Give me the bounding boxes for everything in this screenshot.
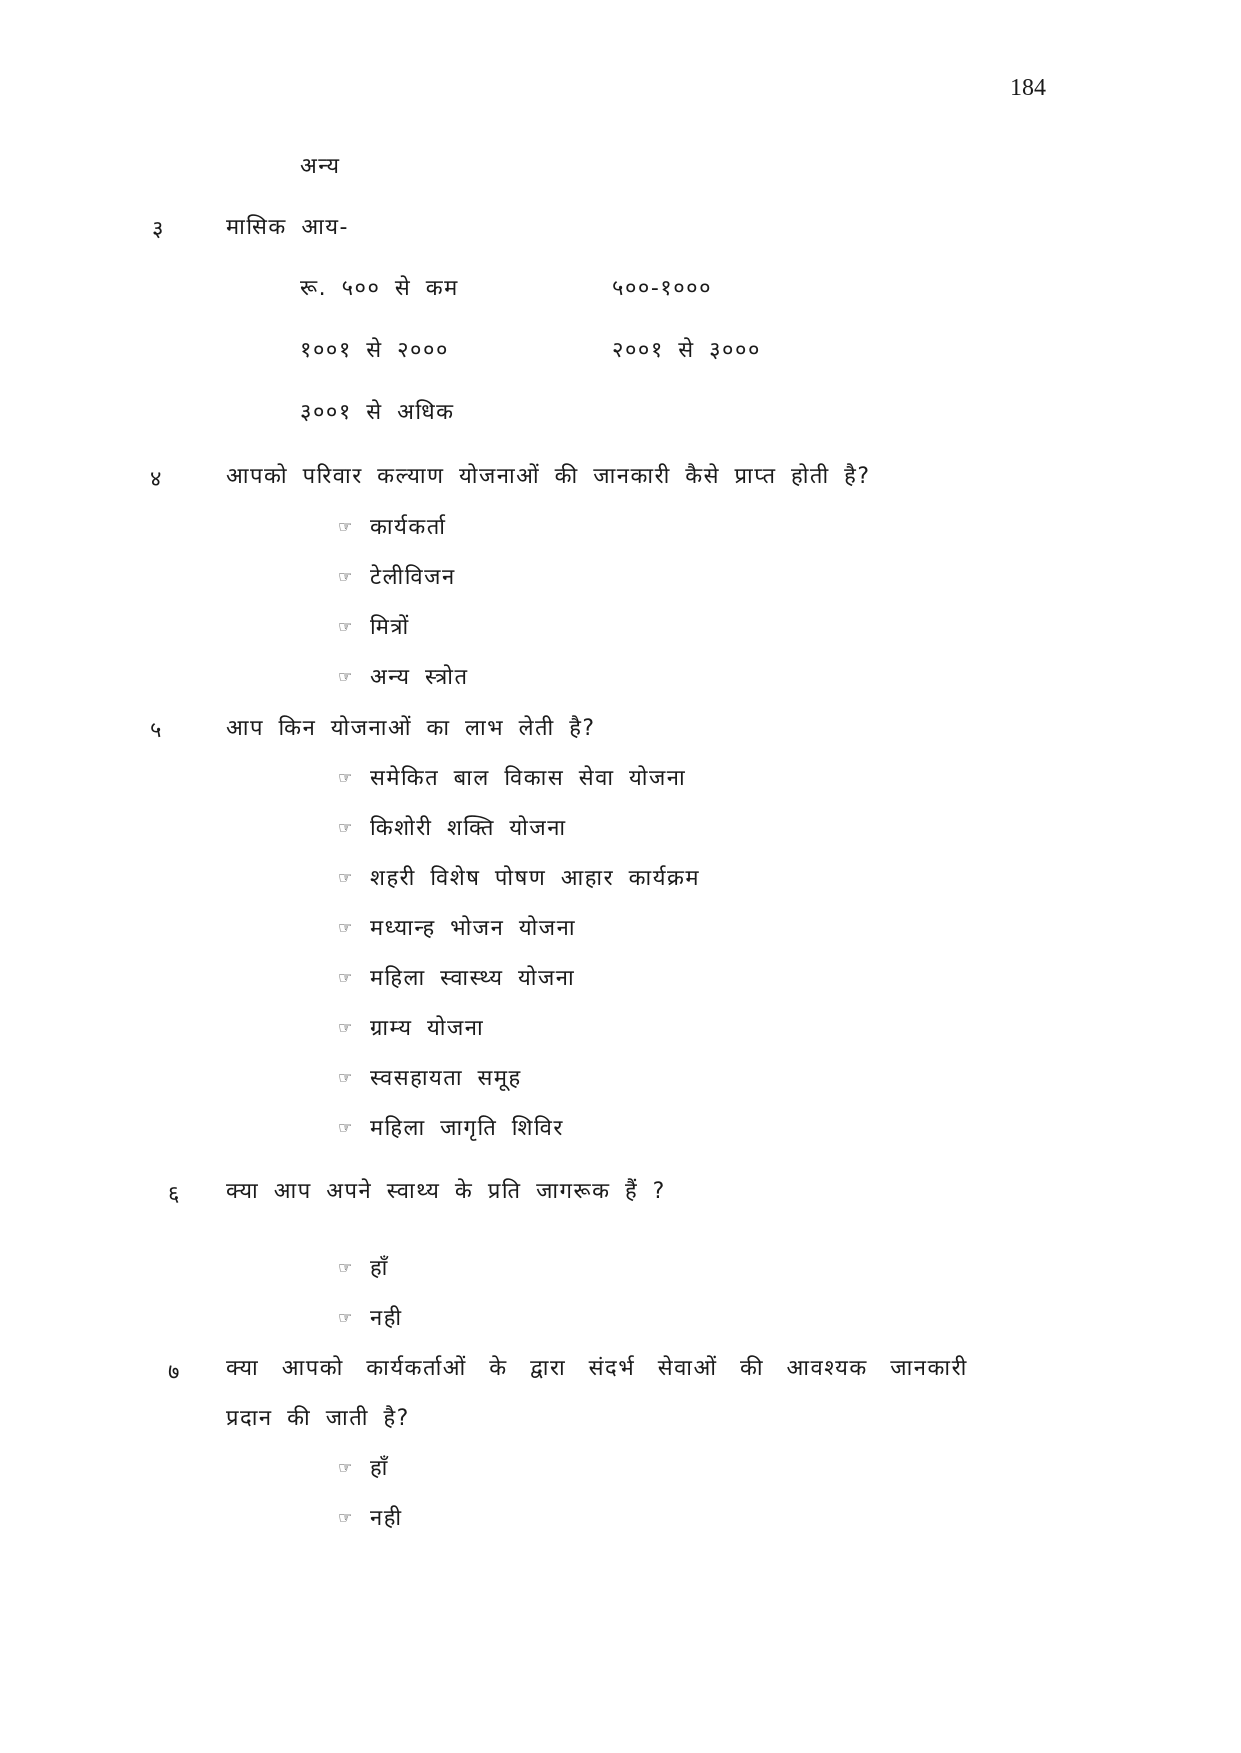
pointing-hand-icon: ☞	[338, 817, 354, 837]
list-item	[338, 511, 447, 541]
page-number: 184	[1010, 75, 1046, 101]
list-item	[338, 962, 575, 992]
pointing-hand-icon: ☞	[338, 917, 354, 937]
income-option-5: ३००१ से अधिक	[300, 400, 455, 425]
pointing-hand-icon: ☞	[338, 1067, 354, 1087]
option-label: स्वसहायता समूह	[370, 1066, 522, 1091]
question-5-text: आप किन योजनाओं का लाभ लेती है?	[226, 716, 596, 741]
option-label: किशोरी शक्ति योजना	[370, 816, 567, 841]
option-label: हॉं	[370, 1456, 389, 1481]
pointing-hand-icon: ☞	[338, 1257, 354, 1277]
income-option-1: रू. ५०० से कम	[300, 276, 459, 301]
list-item	[338, 1112, 564, 1142]
pointing-hand-icon: ☞	[338, 666, 354, 686]
list-item	[338, 862, 700, 892]
question-6-number: ६	[168, 1182, 180, 1207]
list-item	[338, 762, 686, 792]
question-7-text-line1: क्या आपको कार्यकर्ताओं के द्वारा संदर्भ सेवाओं की आवश्यक जानकारी	[226, 1356, 968, 1381]
pointing-hand-icon: ☞	[338, 1017, 354, 1037]
pointing-hand-icon: ☞	[338, 767, 354, 787]
list-item	[338, 661, 469, 691]
question-6-text: क्या आप अपने स्वाथ्य के प्रति जागरूक हैं ?	[226, 1179, 666, 1204]
option-label: महिला जागृति शिविर	[370, 1116, 564, 1141]
income-option-4: २००१ से ३०००	[612, 338, 761, 363]
option-label: शहरी विशेष पोषण आहार कार्यक्रम	[370, 866, 701, 891]
pointing-hand-icon: ☞	[338, 566, 354, 586]
list-item	[338, 611, 410, 641]
list-item	[338, 561, 456, 591]
option-label: मध्यान्ह भोजन योजना	[370, 916, 577, 941]
option-label: अन्य स्त्रोत	[370, 665, 469, 690]
option-label: नही	[370, 1306, 403, 1331]
list-item	[338, 812, 567, 842]
option-label: ग्राम्य योजना	[370, 1016, 485, 1041]
list-item	[338, 912, 576, 942]
income-option-3: १००१ से २०००	[300, 338, 449, 363]
pointing-hand-icon: ☞	[338, 967, 354, 987]
pointing-hand-icon: ☞	[338, 516, 354, 536]
question-3-number: ३	[152, 217, 164, 242]
pointing-hand-icon: ☞	[338, 1457, 354, 1477]
option-label: मित्रों	[370, 615, 410, 640]
option-anya: अन्य	[300, 154, 341, 179]
question-7-text-line2: प्रदान की जाती है?	[226, 1406, 410, 1431]
pointing-hand-icon: ☞	[338, 616, 354, 636]
pointing-hand-icon: ☞	[338, 1507, 354, 1527]
option-label: कार्यकर्ता	[370, 515, 447, 540]
list-item	[338, 1452, 389, 1482]
option-label: हॉं	[370, 1256, 389, 1281]
pointing-hand-icon: ☞	[338, 867, 354, 887]
question-4-number: ४	[150, 467, 162, 492]
question-5-number: ५	[150, 718, 162, 743]
option-label: महिला स्वास्थ्य योजना	[370, 966, 576, 991]
option-label: नही	[370, 1506, 403, 1531]
income-option-2: ५००-१०००	[612, 276, 713, 301]
question-3-text: मासिक आय-	[226, 215, 349, 240]
list-item	[338, 1302, 403, 1332]
option-label: समेकित बाल विकास सेवा योजना	[370, 766, 687, 791]
question-4-text: आपको परिवार कल्याण योजनाओं की जानकारी कैसे प्राप्त होती है?	[226, 464, 871, 489]
list-item	[338, 1062, 522, 1092]
option-label: टेलीविजन	[370, 565, 456, 590]
list-item	[338, 1252, 389, 1282]
list-item	[338, 1012, 484, 1042]
pointing-hand-icon: ☞	[338, 1307, 354, 1327]
question-7-number: ७	[168, 1360, 180, 1385]
pointing-hand-icon: ☞	[338, 1117, 354, 1137]
list-item	[338, 1502, 403, 1532]
